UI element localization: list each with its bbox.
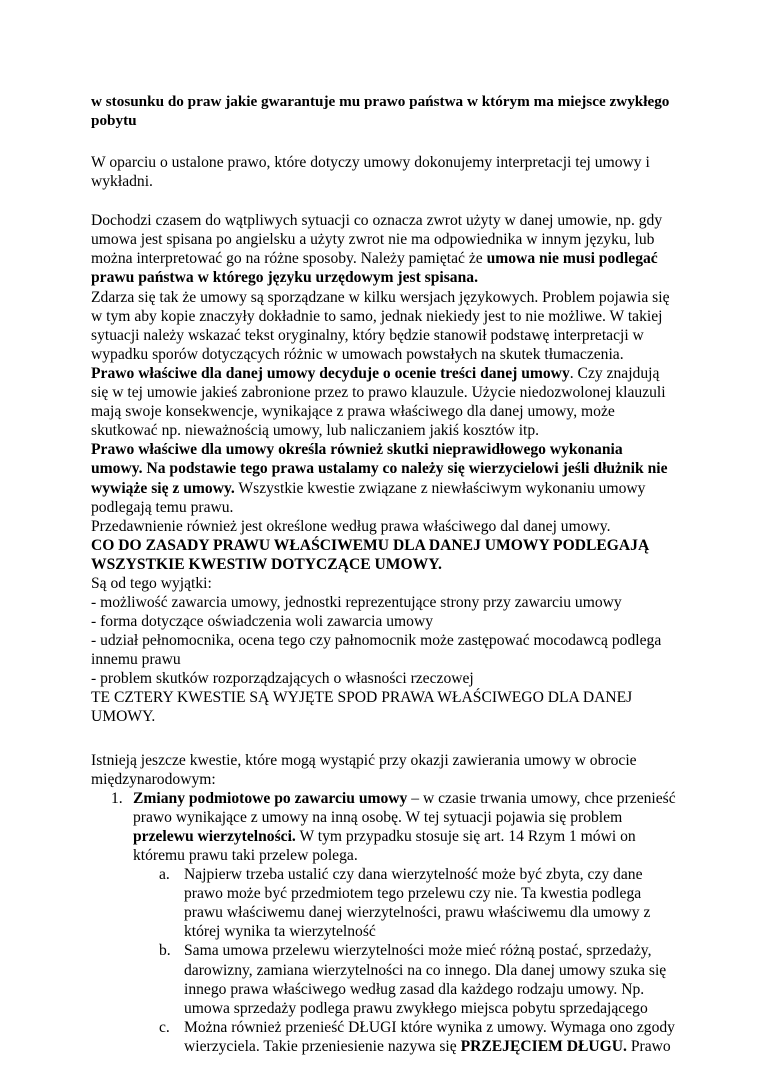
paragraph-bold: Prawo właściwe dla danej umowy decyduje o ocenie treści danej umowy — [91, 364, 570, 382]
item-text: W tym przypadku stosuje się art. 14 Rzym 1 mówi on któremu prawu taki przelew polega. — [133, 827, 636, 864]
section-heading: w stosunku do praw jakie gwarantuje mu prawo państwa w którym ma miejsce zwykłego pobytu — [91, 93, 670, 129]
exception-item: - możliwość zawarcia umowy, jednostki reprezentujące strony przy zawarciu umowy — [91, 593, 622, 611]
list-letter: a. — [159, 866, 170, 884]
exception-item: - udział pełnomocnika, ocena tego czy pałnomocnik może zastępować mocodawcą podlega innemu prawu — [91, 632, 662, 669]
sub-item-text: Sama umowa przelewu wierzytelności może mieć różną postać, sprzedaży, darowizny, zamiana wierzytelności na co innego. Dla danej umowy szuka się innego prawa właściwego według zasad dla każdego rodzaju umowy. Np. umowa sprzedaży podlega prawu zwykłego miejsca pobytu sprzedającego — [184, 942, 667, 1017]
paragraph-language-versions: Zdarza się tak że umowy są sporządzane w kilku wersjach językowych. Problem pojawia się w tym aby kopie znaczyły dokładnie to samo, jednak niekiedy jest to nie możliwe. W takiej sytuacji należy wskazać tekst oryginalny, który będzie stanowił podstawę interpretacji w wypadku sporów dotyczących różnic w umowach powstałych na skutek tłumaczenia. — [91, 288, 670, 363]
paragraph-text: . Czy znajdują się w tej umowie jakieś zabronione przez to prawo klauzule. Użycie niedozwolonej klauzuli mają swoje konsekwencje, wynikające z prawa właściwego dla danej umowy, może skutkować np. nieważnością umowy, lub naliczaniem jakiś kosztów itp. — [91, 364, 666, 440]
paragraph-bold: Prawo właściwe dla umowy określa również skutki nieprawidłowego wykonania umowy. Na podstawie tego prawa ustalamy co należy się wierzycielowi jeśli dłużnik nie wywiąże się z umowy. — [91, 441, 668, 497]
paragraph-bold: CO DO ZASADY PRAWU WŁAŚCIWEMU DLA DANEJ UMOWY PODLEGAJĄ WSZYSTKIE KWESTIW DOTYCZĄCE UMOWY. — [91, 536, 650, 573]
paragraph-text: Dochodzi czasem do wątpliwych sytuacji co oznacza zwrot użyty w danej umowie, np. gdy umowa jest spisana po angielsku a użyty zwrot nie ma odpowiednika w innym języku, lub można interpretować go na różne sposoby. Należy pamiętać że — [91, 212, 663, 268]
exceptions-summary: TE CZTERY KWESTIE SĄ WYJĘTE SPOD PRAWA WŁAŚCIWEGO DLA DANEJ UMOWY. — [91, 689, 633, 726]
list-number: 1. — [111, 789, 123, 807]
sub-item-text: Prawo — [626, 1037, 671, 1055]
document-page — [91, 92, 676, 1056]
paragraph-interpretation: W oparciu o ustalone prawo, które dotyczy umowy dokonujemy interpretacji tej umowy i wykładni. — [91, 154, 650, 191]
sub-item-text: Najpierw trzeba ustalić czy dana wierzytelność może być zbyta, czy dane prawo może być przedmiotem tego przelewu czy nie. Ta kwestia podlega prawu właściwemu danej wierzytelności, prawu właściwemu dla umowy z której wynika ta wierzytelność — [184, 866, 651, 941]
item-bold: przelewu wierzytelności. — [133, 827, 296, 845]
sub-item-c — [91, 1018, 676, 1056]
list-letter: b. — [159, 942, 171, 960]
exceptions-intro: Są od tego wyjątki: — [91, 574, 212, 592]
paragraph-language-doubts — [91, 211, 676, 287]
principle-statement — [91, 536, 676, 574]
list-letter: c. — [159, 1018, 170, 1036]
exception-item: - problem skutków rozporządzających o własności rzeczowej — [91, 670, 474, 688]
paragraph-improper-performance — [91, 440, 676, 516]
sub-item-text: Można również przenieść DŁUGI które wynika z umowy. Wymaga ono zgody wierzyciela. Takie przeniesienie nazywa się — [184, 1018, 675, 1055]
paragraph-limitation: Przedawnienie również jest określone według prawa właściwego dal danej umowy. — [91, 517, 611, 535]
paragraph-bold: umowa nie musi podlegać prawu państwa w którego języku urzędowym jest spisana. — [91, 250, 658, 287]
item-bold: Zmiany podmiotowe po zawarciu umowy — [133, 789, 408, 807]
numbered-item-1 — [91, 789, 676, 865]
sub-item-bold: PRZEJĘCIEM DŁUGU. — [460, 1037, 627, 1055]
sub-item-a — [91, 865, 676, 941]
item-text: – w czasie trwania umowy, chce przenieść prawo wynikające z umowy na inną osobę. W tej sytuacji pojawia się problem — [133, 789, 676, 826]
exception-item: - forma dotyczące oświadczenia woli zawarcia umowy — [91, 612, 434, 630]
paragraph-content-assessment — [91, 364, 676, 440]
paragraph-other-issues: Istnieją jeszcze kwestie, które mogą wystąpić przy okazji zawierania umowy w obrocie międzynarodowym: — [91, 751, 637, 788]
sub-item-b — [91, 941, 676, 1017]
paragraph-text: Wszystkie kwestie związane z niewłaściwym wykonaniu umowy podlegają temu prawu. — [91, 479, 646, 516]
